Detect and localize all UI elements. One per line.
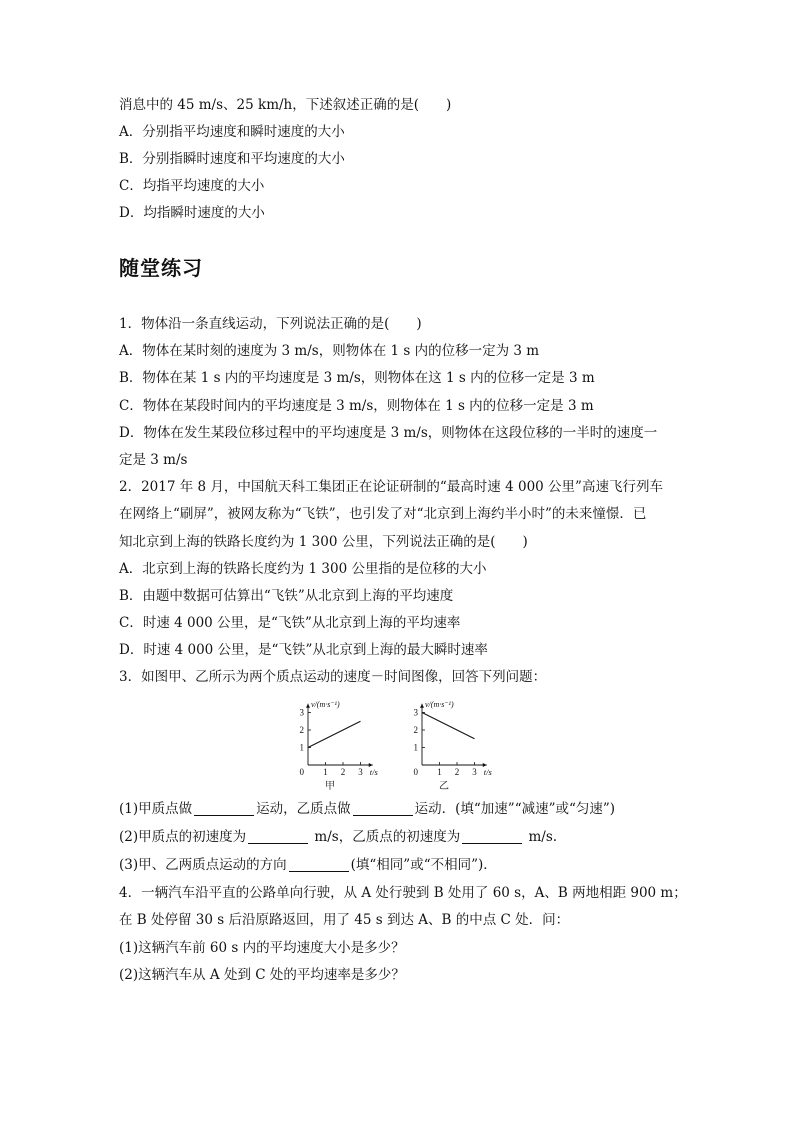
chart-2-origin-label: 0	[413, 767, 418, 777]
chart-1-caption: 甲	[325, 781, 335, 792]
q3-sub2-blank-2	[462, 829, 522, 844]
velocity-time-graphs-svg	[290, 700, 510, 792]
q3-sub2	[119, 828, 557, 846]
chart-1-y-tick-label: 2	[299, 725, 304, 735]
q2-stem-line-2: 在网络上“刷屏”，被网友称为“飞铁”，也引发了对“北京到上海约半小时”的未来憧憬．已	[119, 506, 647, 522]
q3-sub1	[119, 800, 615, 818]
chart-1-x-axis-label: t/s	[369, 767, 378, 777]
chart-1-x-tick-label: 2	[340, 767, 346, 777]
chart-2-y-tick-label: 3	[413, 707, 418, 718]
chart-2-y-tick-label: 1	[413, 742, 418, 753]
chart-1-y-tick-label: 3	[299, 707, 304, 718]
chart-2-caption: 乙	[439, 781, 449, 792]
q2-option-a: A．北京到上海的铁路长度约为 1 300 公里指的是位移的大小	[119, 561, 487, 577]
q3-stem: 3．如图甲、乙所示为两个质点运动的速度－时间图像，回答下列问题：	[119, 669, 547, 685]
q3-sub3-blank	[289, 857, 349, 872]
q4-stem-line-1: 4．一辆汽车沿平直的公路单向行驶，从 A 处行驶到 B 处用了 60 s，A、B 两地相距 900 m；	[119, 885, 687, 901]
q3-sub1-blank-2	[353, 801, 413, 816]
q2-option-d: D．时速 4 000 公里，是“飞铁”从北京到上海的最大瞬时速率	[119, 642, 488, 658]
q1-option-a: A．物体在某时刻的速度为 3 m/s，则物体在 1 s 内的位移一定为 3 m	[119, 343, 540, 359]
intro-option-d: D．均指瞬时速度的大小	[119, 205, 265, 221]
q3-sub2-part-a: (2)甲质点的初速度为	[119, 829, 247, 845]
chart-1-x-tick-label: 3	[358, 767, 363, 777]
chart-2-x-tick-label: 2	[454, 767, 460, 777]
q2-stem-line-1: 2．2017 年 8 月，中国航天科工集团正在论证研制的“最高时速 4 000 公里”高速飞行列车	[119, 479, 663, 495]
chart-1-y-axis-label: v/(m·s⁻¹)	[311, 700, 340, 709]
q2-stem-line-3: 知北京到上海的铁路长度约为 1 300 公里，下列说法正确的是( )	[119, 534, 528, 550]
q1-option-b: B．物体在某 1 s 内的平均速度是 3 m/s，则物体在这 1 s 内的位移一定是 3 m	[119, 370, 595, 386]
chart-2-y-tick-label: 2	[413, 725, 418, 735]
chart-2-x-axis-label: t/s	[483, 767, 492, 777]
chart-2-x-tick-label: 1	[437, 767, 442, 777]
q3-sub1-part-a: (1)甲质点做	[119, 801, 193, 817]
q3-sub1-part-b: 运动，乙质点做	[256, 801, 351, 817]
q3-sub1-blank-1	[194, 801, 254, 816]
intro-option-a: A．分别指平均速度和瞬时速度的大小	[119, 124, 345, 140]
q3-sub3-part-a: (3)甲、乙两质点运动的方向	[119, 857, 287, 873]
chart-1-y-tick-label: 1	[299, 742, 304, 753]
chart-1-y-arrow	[306, 704, 310, 708]
section-title: 随堂练习	[119, 256, 203, 280]
q3-sub2-part-b: m/s，乙质点的初速度为	[310, 829, 461, 845]
q3-sub1-part-c: 运动．(填“加速”“减速”或“匀速”)	[414, 801, 616, 817]
q4-stem-line-2: 在 B 处停留 30 s 后沿原路返回，用了 45 s 到达 A、B 的中点 C 处．问：	[119, 912, 570, 928]
chart-2-x-tick-label: 3	[472, 767, 477, 777]
chart-1-origin-label: 0	[299, 767, 304, 777]
velocity-time-graphs	[290, 700, 510, 792]
intro-option-b: B．分别指瞬时速度和平均速度的大小	[119, 151, 345, 167]
chart-1-x-tick-label: 1	[323, 767, 328, 777]
q4-sub1: (1)这辆汽车前 60 s 内的平均速度大小是多少？	[119, 940, 405, 956]
q1-option-c: C．物体在某段时间内的平均速度是 3 m/s，则物体在 1 s 内的位移一定是 3 m	[119, 398, 594, 414]
chart-2-y-arrow	[420, 704, 424, 708]
intro-question-stem: 消息中的 45 m/s、25 km/h，下述叙述正确的是( )	[119, 97, 452, 113]
chart-2-series-line	[422, 713, 475, 739]
q3-sub3-part-b: (填“相同”或“不相同”)．	[350, 857, 497, 873]
chart-2-y-axis-label: v/(m·s⁻¹)	[425, 700, 454, 709]
q2-option-b: B．由题中数据可估算出“飞铁”从北京到上海的平均速度	[119, 588, 454, 604]
q4-sub2: (2)这辆汽车从 A 处到 C 处的平均速率是多少？	[119, 967, 405, 983]
q1-option-d-continued: 定是 3 m/s	[119, 452, 188, 468]
q1-option-d: D．物体在发生某段位移过程中的平均速度是 3 m/s，则物体在这段位移的一半时的速度一	[119, 425, 658, 441]
q2-option-c: C．时速 4 000 公里，是“飞铁”从北京到上海的平均速率	[119, 615, 461, 631]
intro-option-c: C．均指平均速度的大小	[119, 178, 265, 194]
chart-1-series-line	[308, 721, 361, 747]
q3-sub3	[119, 856, 497, 874]
q1-stem: 1．物体沿一条直线运动，下列说法正确的是( )	[119, 316, 422, 332]
q3-sub2-blank-1	[248, 829, 308, 844]
q3-sub2-part-c: m/s.	[524, 829, 558, 845]
